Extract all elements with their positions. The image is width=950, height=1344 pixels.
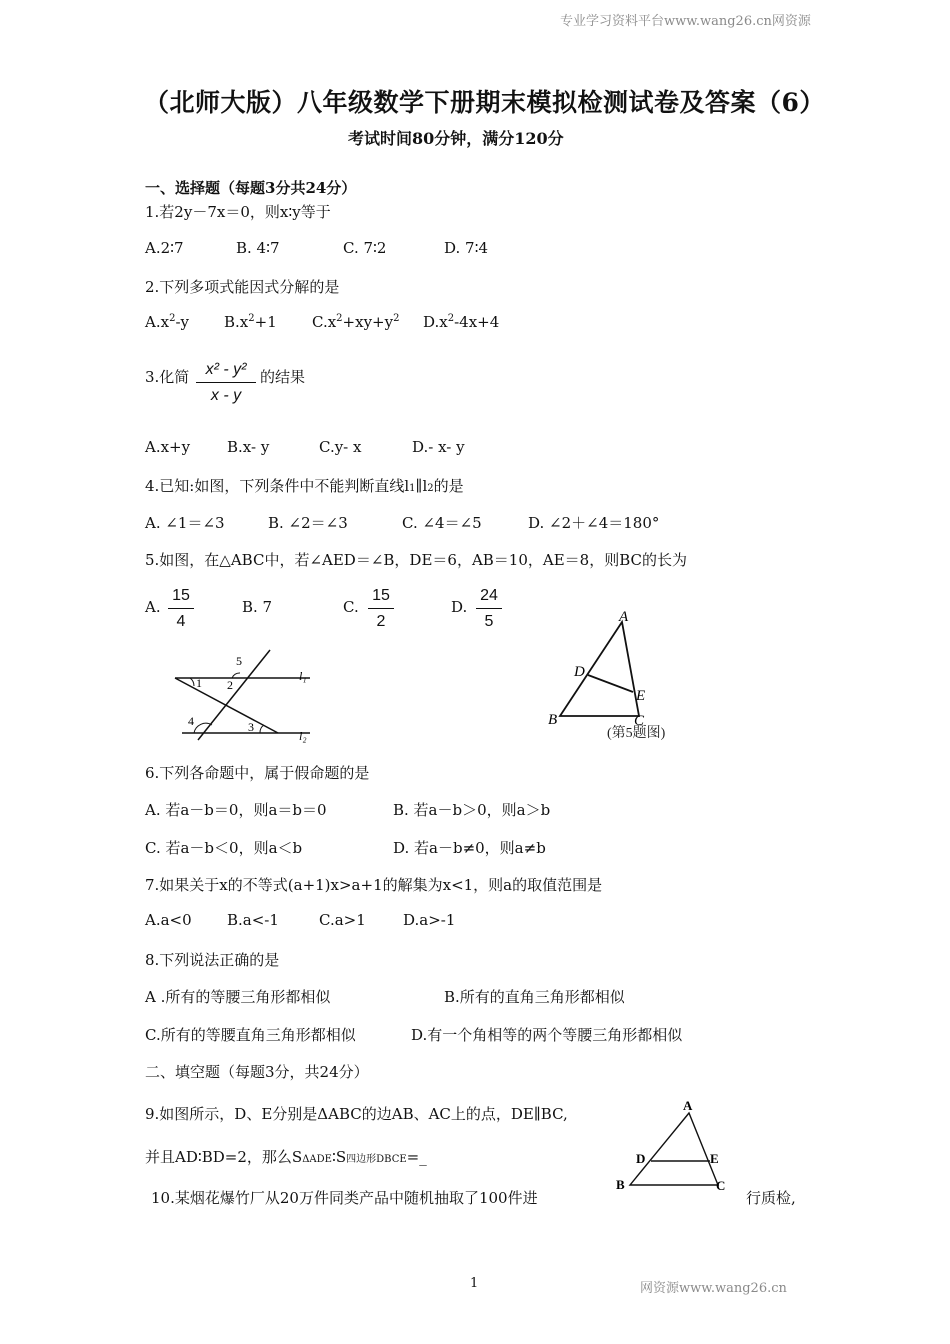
question-2-option-a: $A.x^2-y$: [145, 313, 189, 331]
question-8-option-d: D.有一个角相等的两个等腰三角形都相似: [411, 1026, 683, 1044]
question-6-option-c: C. 若a－b＜0，则a＜b: [145, 839, 303, 857]
vertex-label-a: A: [619, 609, 629, 625]
angle-arc-2: [232, 673, 240, 678]
line-label-l1: l₁: [299, 669, 307, 683]
question-7-option-b: B.a<-1: [227, 911, 279, 929]
footer-site-text: 网资源www.wang26.cn: [640, 1281, 787, 1296]
question-3-stem-tail: 的结果: [260, 368, 306, 386]
question-1-option-d: D. 7∶4: [444, 239, 489, 257]
figure-caption: (第5题图): [607, 726, 666, 741]
triangle-abc: [630, 1113, 718, 1185]
question-3-stem: 3.化简: [145, 368, 190, 386]
question-2-option-d: $D.x^2-4x+4$: [423, 313, 500, 331]
question-4-option-a: A. ∠1＝∠3: [145, 514, 225, 532]
angle-label-2: 2: [227, 678, 233, 692]
vertex-label-c: C: [634, 713, 645, 729]
vertex-label-c: C: [716, 1178, 726, 1193]
question-4-option-d: D. ∠2＋∠4＝180°: [528, 514, 660, 532]
transversal-2: [198, 650, 270, 740]
vertex-label-b: B: [548, 712, 558, 728]
page-subtitle: 考试时间80分钟，满分120分: [348, 129, 564, 148]
page-number: 1: [470, 1276, 479, 1291]
angle-label-4: 4: [188, 714, 194, 728]
question-3-option-a: A.x+y: [145, 438, 191, 456]
fraction-denominator: 4: [176, 613, 186, 630]
question-4-option-b: B. ∠2＝∠3: [268, 514, 348, 532]
question-1-stem: 1.若2y－7x＝0，则x∶y等于: [145, 203, 331, 221]
question-1-option-a: A.2∶7: [145, 239, 184, 257]
angle-arc-1: [190, 678, 194, 686]
question-6-stem: 6.下列各命题中，属于假命题的是: [145, 764, 370, 782]
question-4-option-c: C. ∠4＝∠5: [402, 514, 482, 532]
question-4-stem: 4.已知:如图，下列条件中不能判断直线l1∥l2的是: [145, 477, 464, 495]
header-site-text: 专业学习资料平台www.wang26.cn网资源: [560, 14, 811, 29]
question-2-option-c: $C.x^2+xy+y^2$: [312, 313, 400, 331]
question-9-line-1: 9.如图所示，D、E分别是ΔABC的边AB、AC上的点，DE∥BC,: [145, 1105, 568, 1123]
fraction-bar: [368, 608, 394, 609]
question-3-denominator: x - y: [210, 387, 242, 404]
fraction-bar: [168, 608, 194, 609]
question-6-option-a: A. 若a－b＝0，则a＝b＝0: [145, 801, 327, 819]
question-2-option-b: $B.x^2+1$: [224, 313, 277, 331]
fraction-bar: [196, 382, 256, 383]
angle-label-3: 3: [248, 720, 254, 734]
question-3-numerator: x² - y²: [205, 361, 247, 378]
question-5-option-d-label: D.: [451, 598, 468, 616]
question-8-option-a: A .所有的等腰三角形都相似: [145, 988, 331, 1006]
angle-label-5: 5: [236, 654, 242, 668]
angle-arc-3: [260, 725, 264, 733]
question-7-option-c: C.a>1: [319, 911, 366, 929]
fraction-numerator: 24: [480, 587, 498, 604]
question-7-option-a: A.a<0: [145, 911, 192, 929]
vertex-label-e: E: [636, 688, 646, 704]
question-5-option-c-label: C.: [343, 598, 359, 616]
question-6-option-d: D. 若a－b≠0，则a≠b: [393, 839, 546, 857]
figure-parallel-lines: [160, 645, 320, 745]
fraction-denominator: 5: [484, 613, 494, 630]
question-1-option-b: B. 4∶7: [236, 239, 280, 257]
section-heading-fill: 二、填空题（每题3分，共24分）: [145, 1063, 369, 1081]
vertex-label-d: D: [636, 1151, 646, 1166]
question-1-option-c: C. 7∶2: [343, 239, 387, 257]
fraction-denominator: 2: [376, 613, 386, 630]
figure-triangle-q5: [540, 605, 700, 745]
question-3-fraction: [196, 360, 256, 406]
question-5-stem: 5.如图，在△ABC中，若∠AED＝∠B，DE＝6，AB＝10，AE＝8，则BC的长为: [145, 551, 687, 569]
line-label-l2: l₂: [299, 729, 307, 743]
question-8-option-b: B.所有的直角三角形都相似: [444, 988, 625, 1006]
question-5-option-b: B. 7: [242, 598, 273, 616]
page-title: （北师大版）八年级数学下册期末模拟检测试卷及答案（6）: [144, 88, 825, 117]
figure-triangle-q9: [612, 1095, 740, 1195]
segment-de: [588, 675, 633, 692]
question-3-option-c: C.y- x: [319, 438, 362, 456]
question-8-stem: 8.下列说法正确的是: [145, 951, 280, 969]
question-3-option-d: D.- x- y: [412, 438, 465, 456]
fraction-numerator: 15: [172, 587, 190, 604]
question-7-stem: 7.如果关于x的不等式(a+1)x>a+1的解集为x<1，则a的取值范围是: [145, 876, 603, 894]
question-3-option-b: B.x- y: [227, 438, 270, 456]
fraction-bar: [476, 608, 502, 609]
question-10-text-continued: 行质检,: [746, 1189, 796, 1207]
question-9-line-2: 并且AD∶BD=2，那么SΔADE∶S四边形DBCE=_: [145, 1148, 427, 1166]
question-8-option-c: C.所有的等腰直角三角形都相似: [145, 1026, 356, 1044]
question-10-text: 10.某烟花爆竹厂从20万件同类产品中随机抽取了100件进: [151, 1189, 538, 1207]
question-5-option-a-fraction: [168, 586, 194, 632]
question-6-option-b: B. 若a－b＞0，则a＞b: [393, 801, 551, 819]
question-5-option-c-fraction: [368, 586, 394, 632]
question-5-option-a-label: A.: [145, 598, 161, 616]
vertex-label-a: A: [683, 1098, 693, 1113]
question-2-stem: 2.下列多项式能因式分解的是: [145, 278, 340, 296]
question-5-option-d-fraction: [476, 586, 502, 632]
vertex-label-b: B: [616, 1177, 625, 1192]
vertex-label-e: E: [710, 1151, 719, 1166]
question-7-option-d: D.a>-1: [403, 911, 456, 929]
triangle-abc: [560, 622, 639, 716]
angle-label-1: 1: [196, 676, 202, 690]
fraction-numerator: 15: [372, 587, 390, 604]
section-heading-choice: 一、选择题（每题3分共24分）: [145, 179, 357, 197]
vertex-label-d: D: [574, 664, 585, 680]
